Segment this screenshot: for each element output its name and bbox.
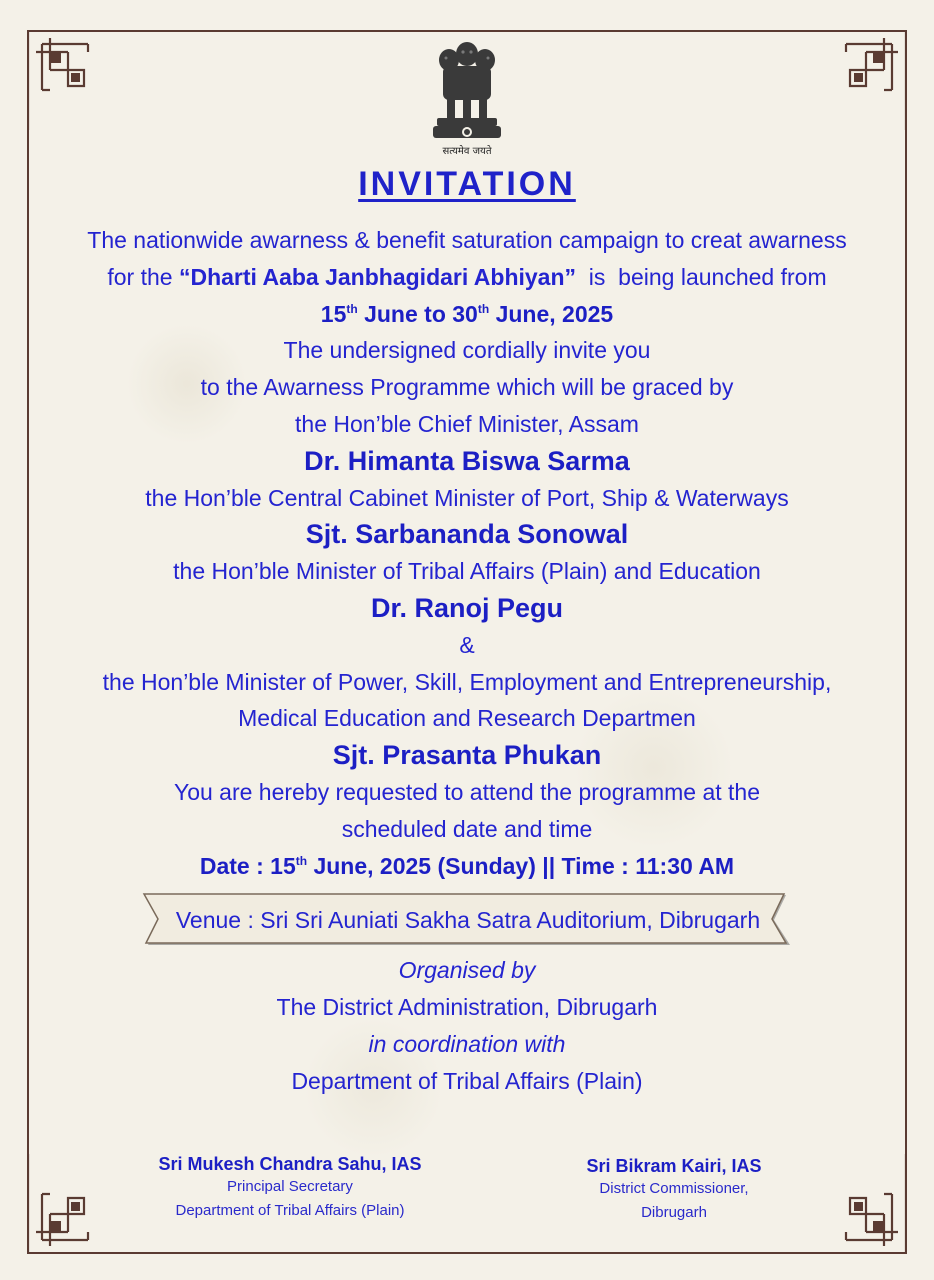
campaign-dates: 15th June to 30th June, 2025 (320, 300, 614, 327)
dignitary-name: Sjt. Sarbananda Sonowal (305, 519, 629, 550)
corner-ornament-bottom-right (806, 1154, 906, 1254)
signatory-designation: Principal Secretary (227, 1178, 353, 1195)
signatory-designation: District Commissioner, (599, 1180, 749, 1197)
dignitary-role: the Hon’ble Minister of Tribal Affairs (Plain) and Education (173, 558, 761, 585)
coordination-department: Department of Tribal Affairs (Plain) (291, 1068, 643, 1094)
dignitary-name: Dr. Himanta Biswa Sarma (304, 445, 630, 476)
dignitary-name: Dr. Ranoj Pegu (370, 592, 564, 623)
signatory-suffix: , IAS (381, 1154, 422, 1174)
signatory-suffix: , IAS (721, 1156, 762, 1176)
signatory-name: Sri Bikram Kairi (586, 1156, 722, 1176)
venue-text: Venue : Sri Sri Auniati Sakha Satra Auditorium, Dibrugarh (175, 907, 761, 933)
signatory-department: Department of Tribal Affairs (Plain) (175, 1202, 405, 1219)
emblem-motto: सत्यमेव जयते (442, 146, 492, 157)
dignitary-role-cont: Medical Education and Research Departmen (238, 705, 696, 732)
corner-ornament-top-right (806, 30, 906, 130)
signatory-location: Dibrugarh (641, 1204, 707, 1221)
dignitary-name: Sjt. Prasanta Phukan (332, 740, 602, 771)
page-title: INVITATION (358, 165, 576, 203)
organised-by-label: Organised by (398, 957, 536, 983)
coordination-label: in coordination with (368, 1031, 566, 1057)
corner-ornament-bottom-left (28, 1154, 128, 1254)
request-line-2: scheduled date and time (341, 815, 593, 842)
invite-line-2: to the Awarness Programme which will be graced by (200, 374, 734, 401)
signatory-right (556, 1156, 792, 1225)
signatory-left (140, 1154, 440, 1223)
campaign-name: “Dharti Aaba Janbhagidari Abhiyan” (178, 263, 577, 290)
invitation-body (0, 222, 934, 884)
ampersand: & (459, 631, 475, 658)
intro-line-2: for the “Dharti Aaba Janbhagidari Abhiyan” is being launched from (107, 263, 827, 290)
intro-line-1: The nationwide awarness & benefit saturation campaign to creat awarness (87, 227, 847, 253)
dignitary-role: the Hon’ble Chief Minister, Assam (295, 410, 639, 437)
corner-ornament-top-left (28, 30, 128, 130)
national-emblem-icon (427, 38, 507, 140)
request-line-1: You are hereby requested to attend the programme at the (173, 778, 761, 805)
dignitary-role: the Hon’ble Central Cabinet Minister of Port, Ship & Waterways (145, 484, 789, 511)
date-time: Date : 15th June, 2025 (Sunday) || Time : 11:30 AM (199, 852, 735, 879)
signatory-name: Sri Mukesh Chandra Sahu (158, 1154, 382, 1174)
organiser-name: The District Administration, Dibrugarh (276, 994, 658, 1020)
invite-line-1: The undersigned cordially invite you (283, 337, 651, 364)
venue-banner (140, 893, 796, 947)
organiser-block (0, 952, 934, 1100)
dignitary-role: the Hon’ble Minister of Power, Skill, Employment and Entrepreneurship, (102, 668, 832, 695)
